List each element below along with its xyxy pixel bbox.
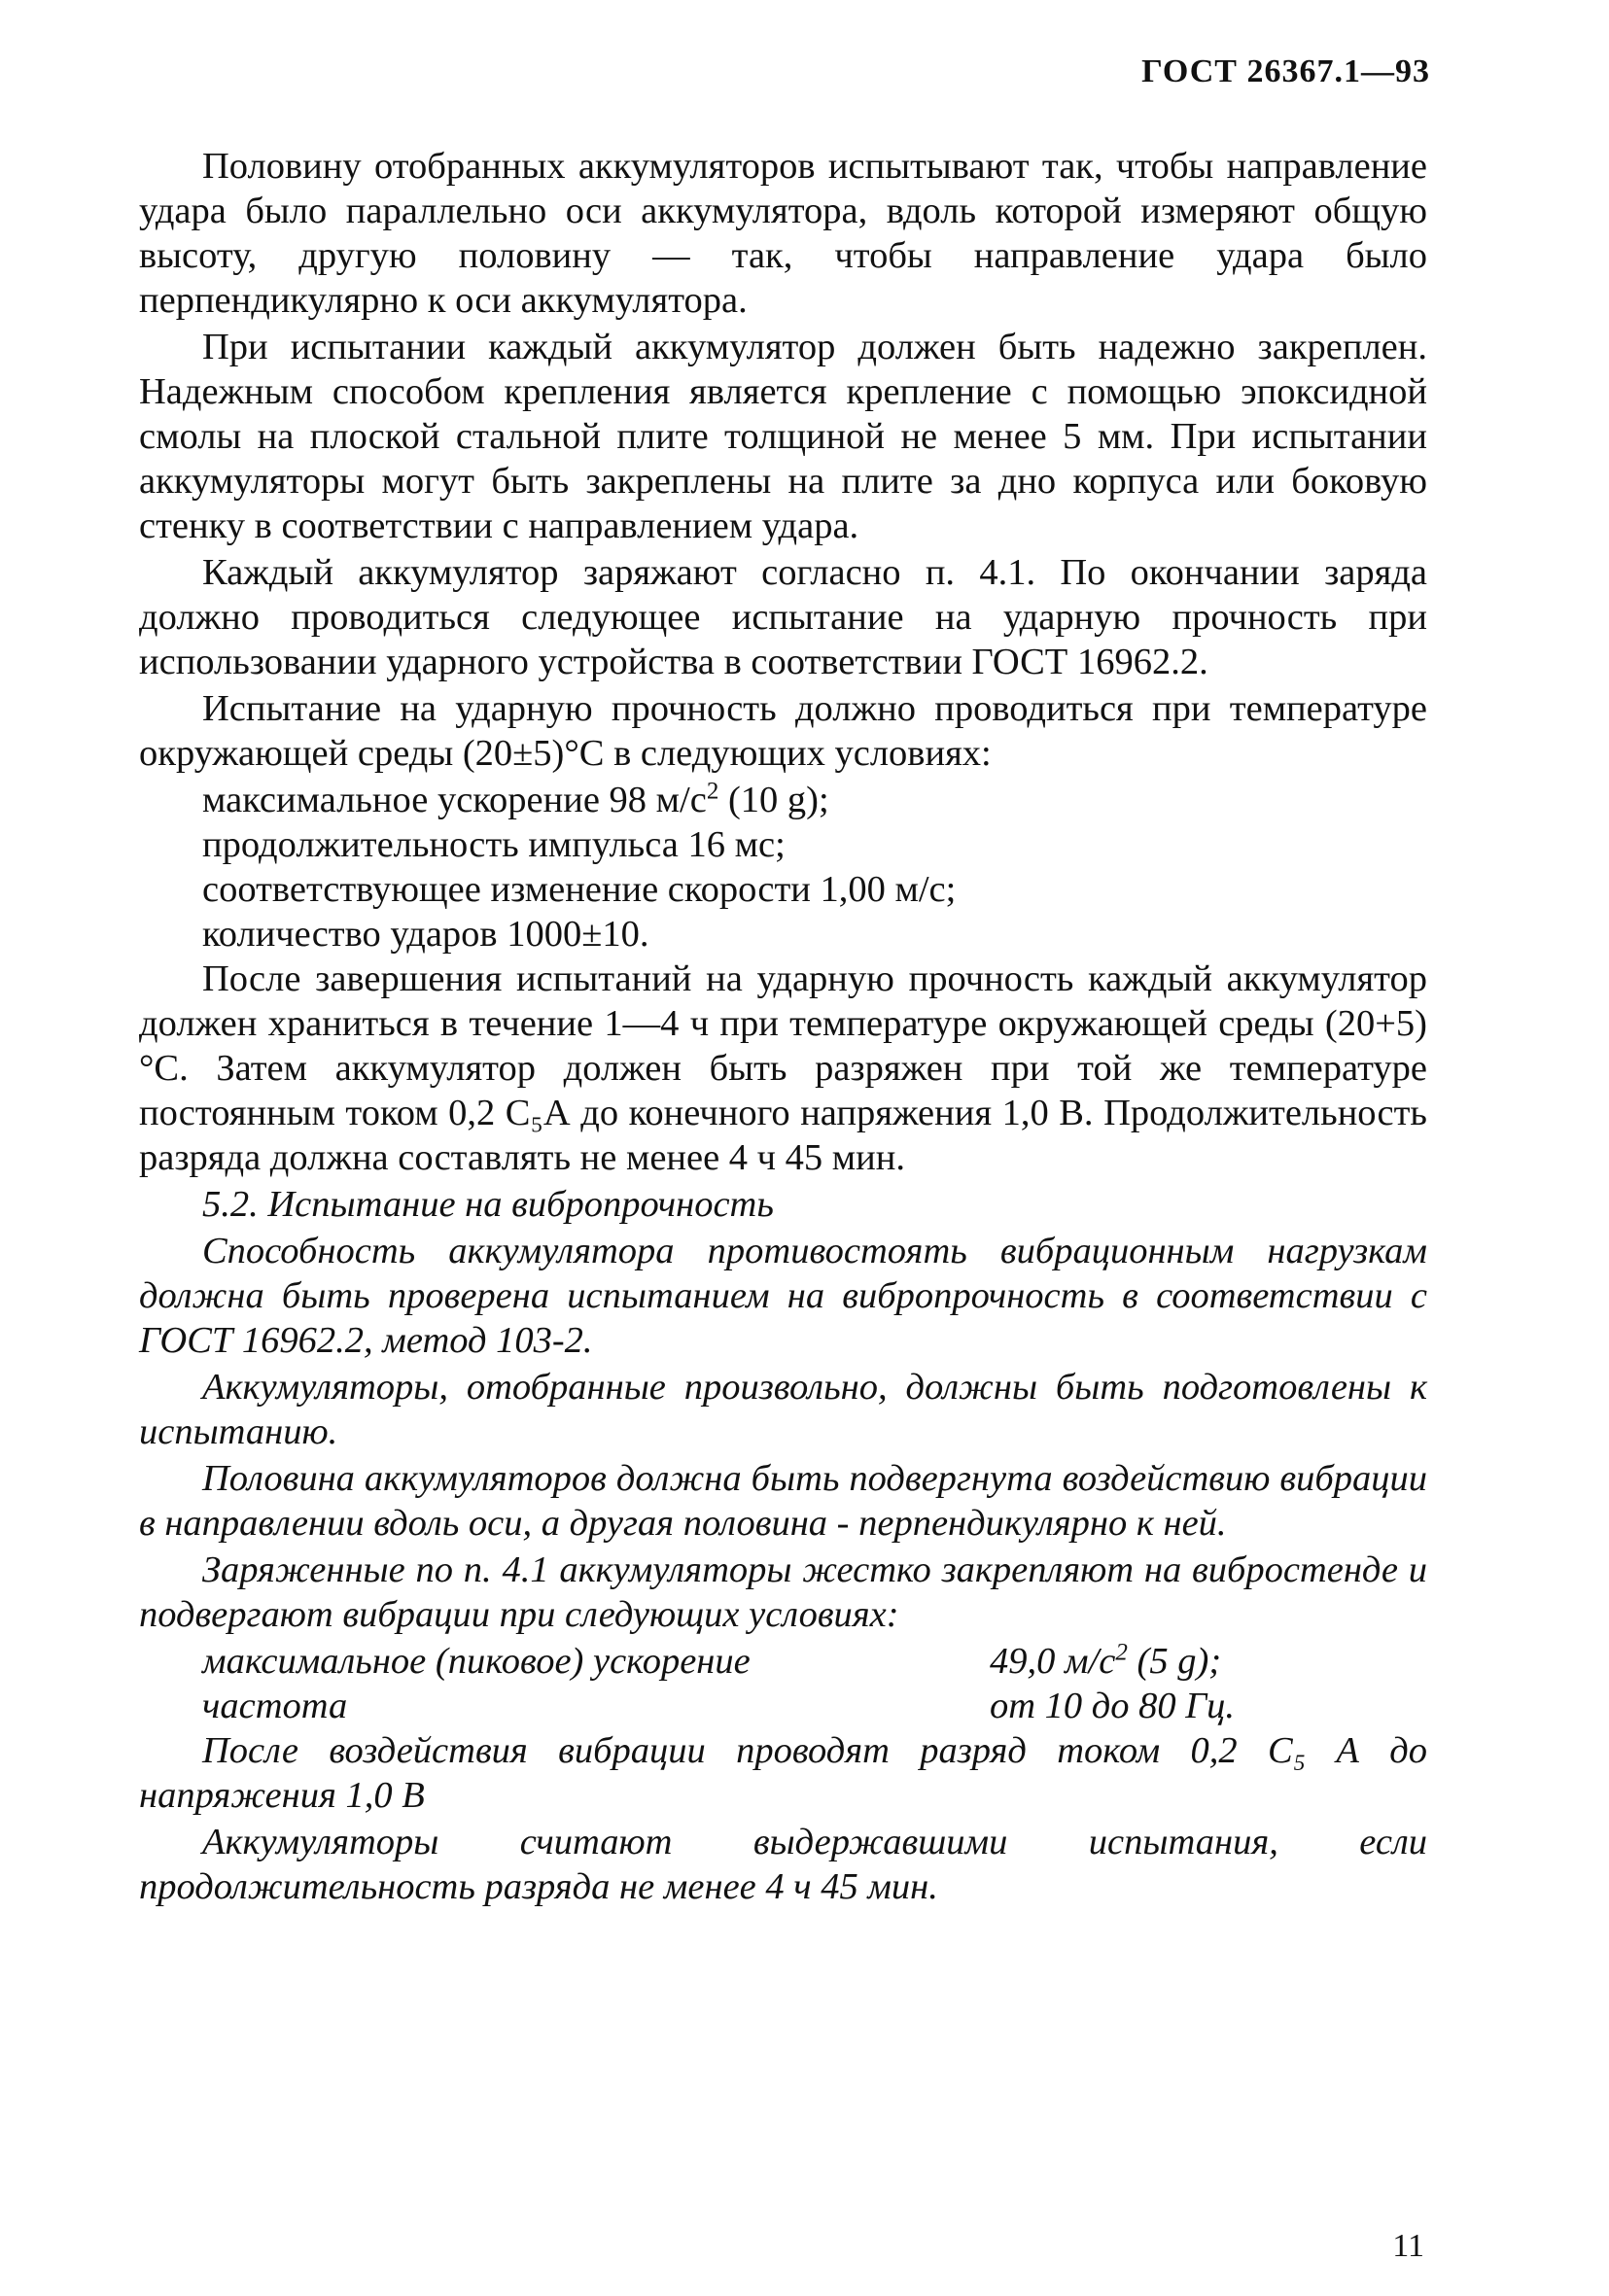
page-number: 11	[1392, 2228, 1424, 2264]
paragraph-shock-conditions: Испытание на ударную прочность должно проводиться при температуре окружающей среды (20±5)°С в следующих условиях:	[139, 688, 1427, 774]
paragraph-mounting: При испытании каждый аккумулятор должен быть надежно закреплен. Надежным способом крепления является крепление с помощью эпоксидной смолы на плоской стальной плите толщиной не менее 5 мм. При испытании аккумуляторы могут быть закреплены на плите за дно корпуса или боковую стенку в соответствии с направлением удара.	[139, 327, 1427, 546]
paragraph-shock-orientation: Половину отобранных аккумуляторов испытывают так, чтобы направление удара было параллельно оси аккумулятора, вдоль которой измеряют общую высоту, другую половину — так, чтобы направление удара было перпендикулярно к оси аккумулятора.	[139, 146, 1427, 321]
paragraph-discharge-after-vibration: После воздействия вибрации проводят разряд током 0,2 С₅ А до напряжения 1,0 В	[139, 1730, 1427, 1816]
paragraph-after-shock: После завершения испытаний на ударную прочность каждый аккумулятор должен храниться в течение 1—4 ч при температуре окружающей среды (20+5)°С. Затем аккумулятор должен быть разряжен при той же температуре постоянным током 0,2 С₅А до конечного напряжения 1,0 В. Продолжительность разряда должна составлять не менее 4 ч 45 мин.	[139, 958, 1427, 1178]
vibration-row-acceleration	[139, 1639, 1427, 1684]
condition-velocity-change: соответствующее изменение скорости 1,00 м/с;	[202, 869, 957, 910]
condition-impact-count: количество ударов 1000±10.	[202, 914, 649, 955]
vibration-param: частота	[202, 1686, 348, 1726]
page-body	[139, 144, 1427, 1911]
condition-pulse-duration: продолжительность импульса 16 мс;	[202, 824, 786, 865]
paragraph-vibration-method: Способность аккумулятора противостоять вибрационным нагрузкам должна быть проверена испытанием на вибропрочность в соответствии с ГОСТ 16962.2, метод 103-2.	[139, 1231, 1427, 1361]
document-code-header: ГОСТ 26367.1—93	[1141, 53, 1430, 89]
paragraph-vibration-orientation: Половина аккумуляторов должна быть подвергнута воздействию вибрации в направлении вдоль оси, а другая половина - перпендикулярно к ней.	[139, 1458, 1427, 1544]
vibration-value: 49,0 $м/с^2$ (5 g);	[990, 1639, 1222, 1682]
paragraph-vibration-conditions: Заряженные по п. 4.1 аккумуляторы жестко закрепляют на вибростенде и подвергают вибрации при следующих условиях:	[139, 1549, 1427, 1635]
paragraph-vibration-selection: Аккумуляторы, отобранные произвольно, должны быть подготовлены к испытанию.	[139, 1367, 1427, 1452]
vibration-conditions-table	[139, 1639, 1427, 1728]
vibration-param: максимальное (пиковое) ускорение	[202, 1641, 751, 1682]
paragraph-charging: Каждый аккумулятор заряжают согласно п. 4.1. По окончании заряда должно проводиться следующее испытание на ударную прочность при использовании ударного устройства в соответствии ГОСТ 16962.2.	[139, 552, 1427, 682]
vibration-row-frequency	[139, 1684, 1427, 1728]
condition-max-acceleration: максимальное ускорение 98 $м/с^2$ (10 g);	[202, 778, 829, 820]
vibration-value: от 10 до 80 Гц.	[990, 1686, 1236, 1726]
section-5-2-title: 5.2. Испытание на вибропрочность	[202, 1184, 774, 1225]
paragraph-pass-criteria: Аккумуляторы считают выдержавшими испытания, если продолжительность разряда не менее 4 ч 45 мин.	[139, 1822, 1427, 1907]
